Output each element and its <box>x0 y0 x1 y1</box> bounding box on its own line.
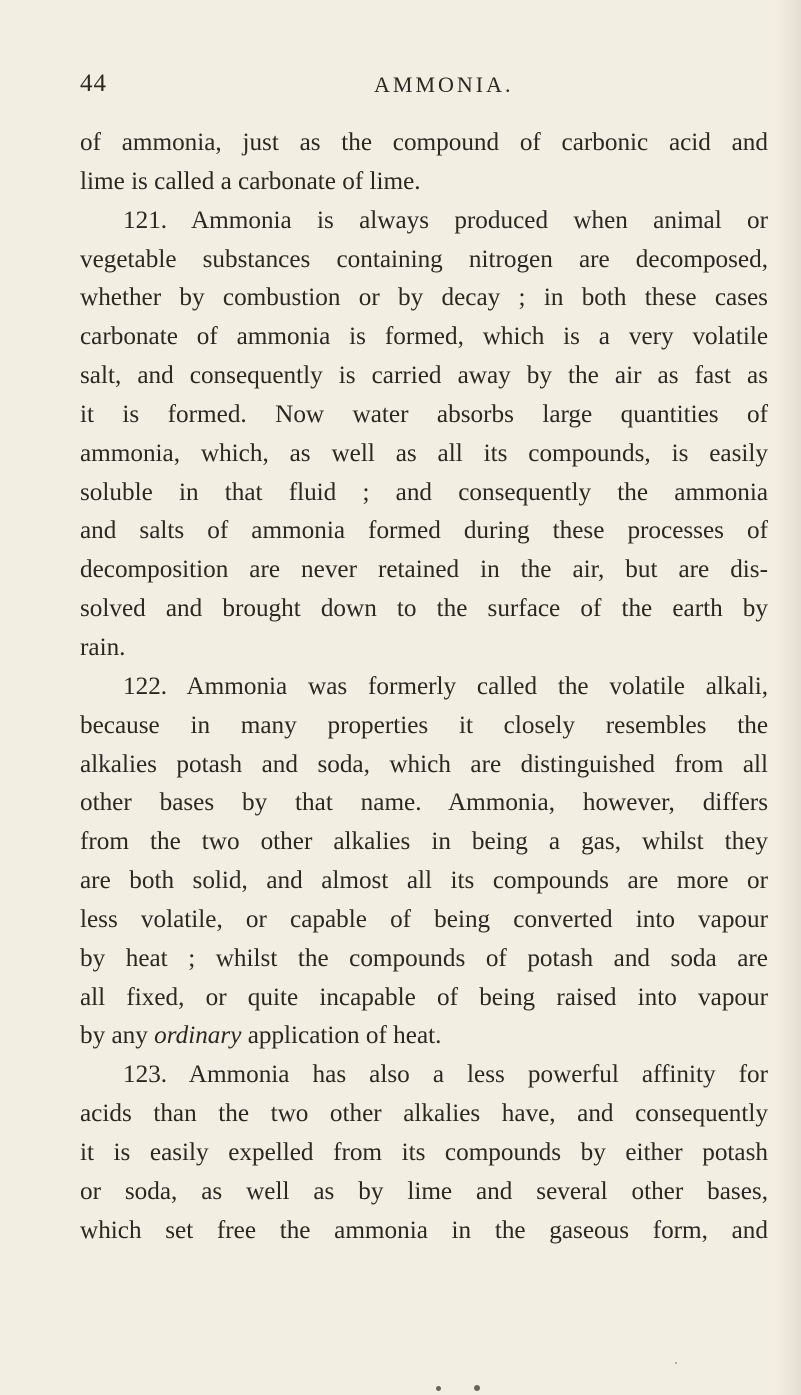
text-line: of ammonia, just as the compound of carbonic acid and <box>80 129 768 156</box>
text-line: and salts of ammonia formed during these processes of <box>80 517 768 545</box>
text-line: whether by combustion or by decay ; in both these cases <box>80 284 768 312</box>
text-line: ammonia, which, as well as all its compounds, is easily <box>80 439 768 467</box>
text-line: solved and brought down to the surface of the earth by <box>80 595 768 623</box>
paragraph-121-line: 121. Ammonia is always produced when animal or <box>123 206 768 234</box>
text-line: or soda, as well as by lime and several other bases, <box>80 1177 768 1205</box>
text-line: are both solid, and almost all its compounds are more or <box>80 867 768 895</box>
text-line: carbonate of ammonia is formed, which is a very volatile <box>80 323 768 351</box>
text-line: by heat ; whilst the compounds of potash and soda are <box>80 944 768 972</box>
page-number: 44 <box>80 70 107 97</box>
text-line: rain. <box>80 633 126 661</box>
text-segment: application of heat. <box>247 1022 442 1050</box>
ink-speck <box>474 1385 480 1391</box>
text-line: it is formed. Now water absorbs large quantities of <box>80 400 768 428</box>
text-line: alkalies potash and soda, which are distinguished from all <box>80 750 768 778</box>
text-line-with-italic <box>80 1017 768 1056</box>
body-text <box>80 124 768 1250</box>
text-line: because in many properties it closely resembles the <box>80 711 768 739</box>
ink-speck <box>436 1386 441 1391</box>
text-line: it is easily expelled from its compounds by either potash <box>80 1138 768 1166</box>
italic-word: ordinary <box>154 1022 242 1050</box>
text-line: acids than the two other alkalies have, and consequently <box>80 1100 768 1128</box>
text-line: lime is called a carbonate of lime. <box>80 167 421 195</box>
text-line: other bases by that name. Ammonia, however, differs <box>80 789 768 817</box>
page-header <box>80 70 756 110</box>
paragraph-123-line: 123. Ammonia has also a less powerful affinity for <box>123 1061 768 1089</box>
running-title: AMMONIA. <box>374 72 514 97</box>
text-line: soluble in that fluid ; and consequently the ammonia <box>80 478 768 506</box>
text-line: all fixed, or quite incapable of being raised into vapour <box>80 983 768 1011</box>
ink-speck <box>675 1362 677 1364</box>
text-line: which set free the ammonia in the gaseous form, and <box>80 1216 768 1244</box>
text-segment: by any <box>80 1022 148 1050</box>
text-line: vegetable substances containing nitrogen are decomposed, <box>80 245 768 273</box>
text-line: from the two other alkalies in being a gas, whilst they <box>80 828 768 856</box>
text-line: decomposition are never retained in the air, but are dis- <box>80 556 768 584</box>
paragraph-122-line: 122. Ammonia was formerly called the volatile alkali, <box>123 672 768 700</box>
text-line: salt, and consequently is carried away by the air as fast as <box>80 362 768 390</box>
text-line: less volatile, or capable of being converted into vapour <box>80 905 768 933</box>
